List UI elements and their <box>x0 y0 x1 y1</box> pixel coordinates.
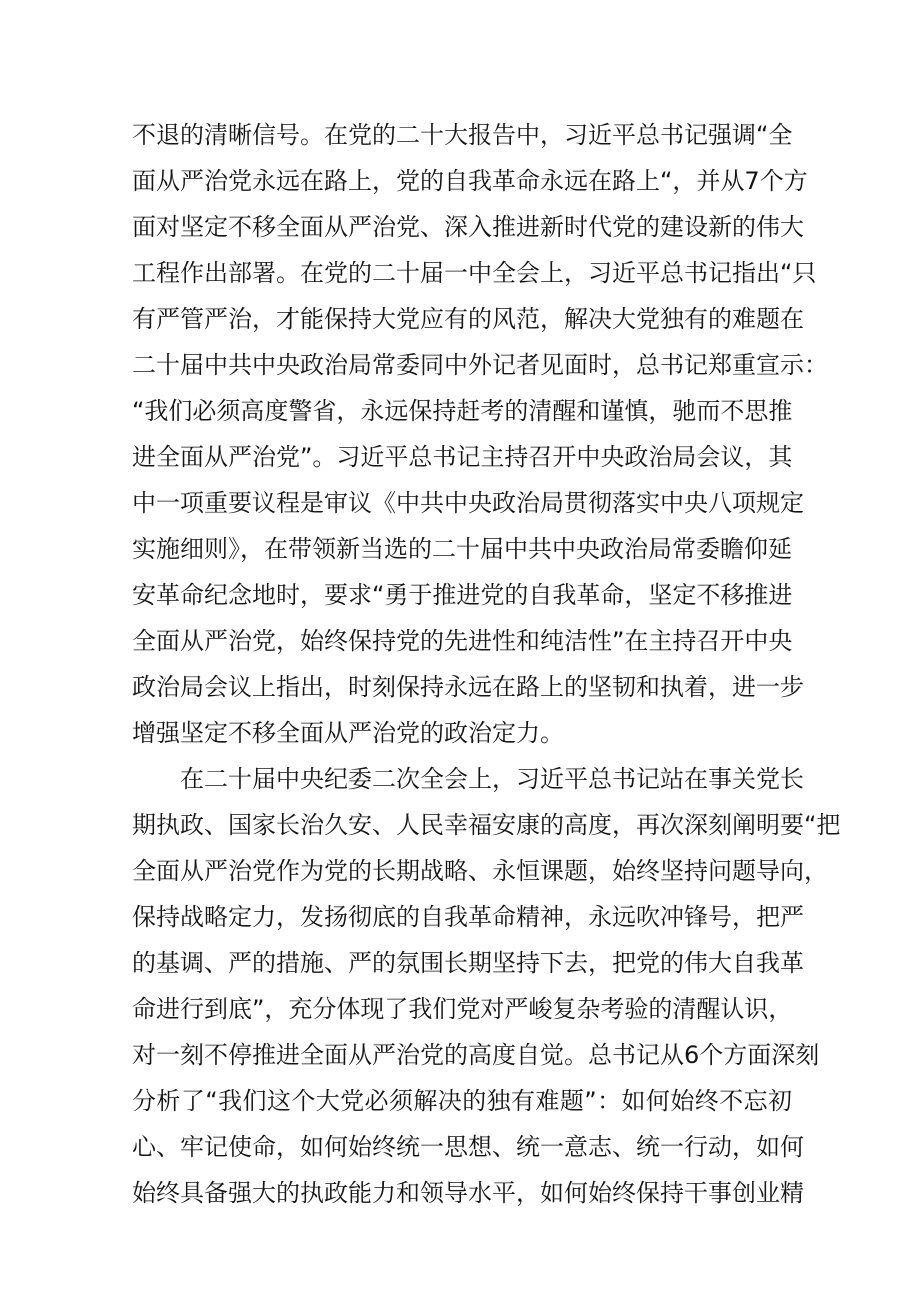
text-line: 分析了“我们这个大党必须解决的独有难题”：如何始终不忘初 <box>132 1087 792 1115</box>
text-line: 全面从严治党，始终保持党的先进性和纯洁性”在主持召开中央 <box>132 627 793 655</box>
text-line: 保持战略定力，发扬彻底的自我革命精神，永远吹冲锋号，把严 <box>132 903 804 931</box>
body-text <box>132 112 841 1216</box>
text-line: 二十届中共中央政治局常委同中外记者见面时，总书记郑重宣示： <box>132 351 828 379</box>
text-line: 有严管严治，才能保持大党应有的风范，解决大党独有的难题在 <box>132 305 804 333</box>
text-line: 工程作出部署。在党的二十届一中全会上，习近平总书记指出“只 <box>132 259 817 287</box>
text-line: 中一项重要议程是审议《中共中央政治局贯彻落实中央八项规定 <box>132 489 804 517</box>
text-line: 安革命纪念地时，要求“勇于推进党的自我革命，坚定不移推进 <box>132 581 793 609</box>
paragraph-2 <box>132 756 841 1216</box>
text-line: 增强坚定不移全面从严治党的政治定力。 <box>132 719 564 747</box>
text-line: 面对坚定不移全面从严治党、深入推进新时代党的建设新的伟大 <box>132 213 804 241</box>
text-line: “我们必须高度警省，永远保持赶考的清醒和谨慎，驰而不思推 <box>132 397 793 425</box>
text-line: 政治局会议上指出，时刻保持永远在路上的坚韧和执着，进一步 <box>132 673 804 701</box>
paragraph-1 <box>132 112 828 756</box>
text-line: 实施细则》，在带领新当选的二十届中共中央政治局常委瞻仰延 <box>132 535 792 563</box>
text-line: 全面从严治党作为党的长期战略、永恒课题，始终坚持问题导向， <box>132 857 828 885</box>
text-line: 不退的清晰信号。在党的二十大报告中，习近平总书记强调“全 <box>132 121 793 149</box>
text-line: 对一刻不停推进全面从严治党的高度自觉。总书记从6个方面深刻 <box>132 1041 820 1069</box>
text-line: 命进行到底”，充分体现了我们党对严峻复杂考验的清醒认识， <box>132 995 793 1023</box>
text-line: 面从严治党永远在路上，党的自我革命永远在路上“，并从7个方 <box>132 167 808 195</box>
text-line: 进全面从严治党”。习近平总书记主持召开中央政治局会议，其 <box>132 443 793 471</box>
text-line: 始终具备强大的执政能力和领导水平，如何始终保持干事创业精 <box>132 1179 804 1207</box>
text-line: 期执政、国家长治久安、人民幸福安康的高度，再次深刻阐明要“把 <box>132 811 841 839</box>
text-line: 心、牢记使命，如何始终统一思想、统一意志、统一行动，如何 <box>132 1133 804 1161</box>
text-line: 在二十届中央纪委二次全会上，习近平总书记站在事关党长 <box>180 765 804 793</box>
text-line: 的基调、严的措施、严的氛围长期坚持下去，把党的伟大自我革 <box>132 949 804 977</box>
